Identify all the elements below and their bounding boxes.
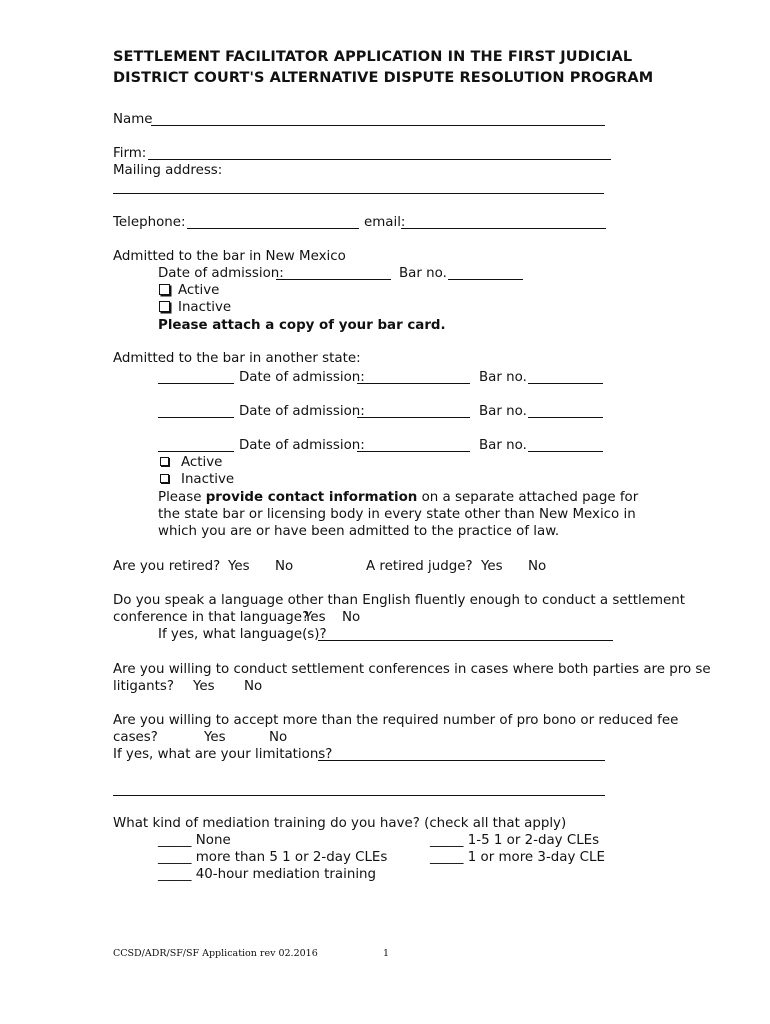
training-label-40-hour: 40-hour mediation training: [195, 867, 377, 882]
nm-active-label: Active: [178, 283, 220, 298]
contact-info-note-bold: provide contact information: [205, 490, 418, 505]
other-inactive-checkbox[interactable]: [160, 474, 169, 483]
other-active-label: Active: [181, 455, 223, 470]
retired-no-option[interactable]: No: [275, 559, 294, 574]
other-date-label-1: Date of admission:: [239, 370, 365, 385]
other-barno-field-1[interactable]: [528, 383, 603, 384]
other-barno-field-3[interactable]: [528, 451, 603, 452]
training-option-1-5-cles[interactable]: [430, 832, 599, 849]
training-option-40-hour[interactable]: [158, 866, 376, 883]
language-field[interactable]: [318, 640, 613, 641]
other-barno-label-1: Bar no.: [479, 370, 527, 385]
email-field[interactable]: [401, 228, 606, 229]
nm-date-field[interactable]: [276, 279, 391, 280]
footer-doc-id: CCSD/ADR/SF/SF Application rev 02.2016: [113, 948, 318, 959]
nm-inactive-label: Inactive: [178, 300, 232, 315]
nm-inactive-checkbox[interactable]: [159, 301, 170, 312]
pro-bono-question-line-1: Are you willing to accept more than the required number of pro bono or reduced fee: [113, 713, 679, 728]
retired-question: Are you retired?: [113, 559, 221, 574]
training-blank-more-than-5[interactable]: _____: [158, 850, 192, 865]
pro-se-question-line-1: Are you willing to conduct settlement conferences in cases where both parties are pro se: [113, 662, 711, 677]
retired-judge-question: A retired judge?: [366, 559, 473, 574]
other-date-field-1[interactable]: [357, 383, 470, 384]
nm-active-checkbox[interactable]: [159, 284, 170, 295]
training-option-3-day-cle[interactable]: [430, 849, 605, 866]
contact-info-note-pre: Please: [158, 490, 206, 505]
other-date-field-2[interactable]: [357, 417, 470, 418]
pro-bono-no-option[interactable]: No: [269, 730, 288, 745]
telephone-label: Telephone:: [113, 215, 186, 230]
other-inactive-label: Inactive: [181, 472, 235, 487]
footer-page-number: 1: [383, 948, 390, 959]
language-question-line-1: Do you speak a language other than English fluently enough to conduct a settlement: [113, 593, 686, 608]
mailing-address-label: Mailing address:: [113, 163, 223, 178]
form-title: [113, 47, 653, 89]
telephone-field[interactable]: [187, 228, 359, 229]
other-inactive-option[interactable]: [160, 471, 234, 488]
mailing-address-field[interactable]: [113, 193, 604, 194]
pro-se-question-line-2: litigants?: [113, 679, 174, 694]
firm-label: Firm:: [113, 146, 147, 161]
other-state-field-3[interactable]: [158, 451, 234, 452]
contact-info-note-post: on a separate attached page for the state bar or licensing body in every state other than New Mexico in which you are or have been admitted to the practice of law.: [158, 490, 639, 539]
limitations-field-1[interactable]: [318, 760, 605, 761]
limitations-field-2[interactable]: [113, 795, 605, 796]
training-blank-3-day-cle[interactable]: _____: [430, 850, 464, 865]
form-title-line-2: DISTRICT COURT'S ALTERNATIVE DISPUTE RESOLUTION PROGRAM: [113, 70, 654, 86]
language-question-line-2: conference in that language?: [113, 610, 310, 625]
other-state-field-1[interactable]: [158, 383, 234, 384]
pro-bono-yes-option[interactable]: Yes: [204, 730, 226, 745]
nm-active-option[interactable]: [159, 282, 219, 299]
pro-se-yes-option[interactable]: Yes: [193, 679, 215, 694]
pro-bono-question-line-2: cases?: [113, 730, 158, 745]
other-date-label-2: Date of admission:: [239, 404, 365, 419]
nm-inactive-option[interactable]: [159, 299, 231, 316]
other-barno-label-2: Bar no.: [479, 404, 527, 419]
name-label: Name: [113, 112, 153, 127]
retired-judge-yes-option[interactable]: Yes: [481, 559, 503, 574]
pro-se-no-option[interactable]: No: [244, 679, 263, 694]
other-active-checkbox[interactable]: [160, 457, 169, 466]
training-blank-1-5-cles[interactable]: _____: [430, 833, 464, 848]
other-active-option[interactable]: [160, 454, 222, 471]
retired-yes-option[interactable]: Yes: [228, 559, 250, 574]
bar-card-note: Please attach a copy of your bar card.: [158, 318, 446, 333]
form-title-line-1: SETTLEMENT FACILITATOR APPLICATION IN THE FIRST JUDICIAL: [113, 49, 633, 65]
training-option-none[interactable]: [158, 832, 231, 849]
nm-bar-heading: Admitted to the bar in New Mexico: [113, 249, 346, 264]
other-barno-label-3: Bar no.: [479, 438, 527, 453]
training-label-more-than-5: more than 5 1 or 2-day CLEs: [195, 850, 388, 865]
pro-bono-followup-label: If yes, what are your limitations?: [113, 747, 333, 762]
other-bar-heading: Admitted to the bar in another state:: [113, 351, 361, 366]
nm-date-label: Date of admission:: [158, 266, 284, 281]
language-yes-option[interactable]: Yes: [304, 610, 326, 625]
training-blank-none[interactable]: _____: [158, 833, 192, 848]
contact-info-note: [158, 489, 663, 540]
other-barno-field-2[interactable]: [528, 417, 603, 418]
language-followup-label: If yes, what language(s)?: [158, 627, 327, 642]
training-label-3-day-cle: 1 or more 3-day CLE: [467, 850, 605, 865]
training-option-more-than-5[interactable]: [158, 849, 387, 866]
training-blank-40-hour[interactable]: _____: [158, 867, 192, 882]
training-question: What kind of mediation training do you have? (check all that apply): [113, 816, 567, 831]
name-field[interactable]: [151, 125, 605, 126]
retired-judge-no-option[interactable]: No: [528, 559, 547, 574]
nm-barno-label: Bar no.: [399, 266, 447, 281]
training-label-none: None: [195, 833, 231, 848]
nm-barno-field[interactable]: [448, 279, 523, 280]
other-date-field-3[interactable]: [357, 451, 470, 452]
firm-field[interactable]: [148, 159, 611, 160]
language-no-option[interactable]: No: [342, 610, 361, 625]
training-label-1-5-cles: 1-5 1 or 2-day CLEs: [467, 833, 600, 848]
email-label: email:: [364, 215, 406, 230]
other-date-label-3: Date of admission:: [239, 438, 365, 453]
other-state-field-2[interactable]: [158, 417, 234, 418]
